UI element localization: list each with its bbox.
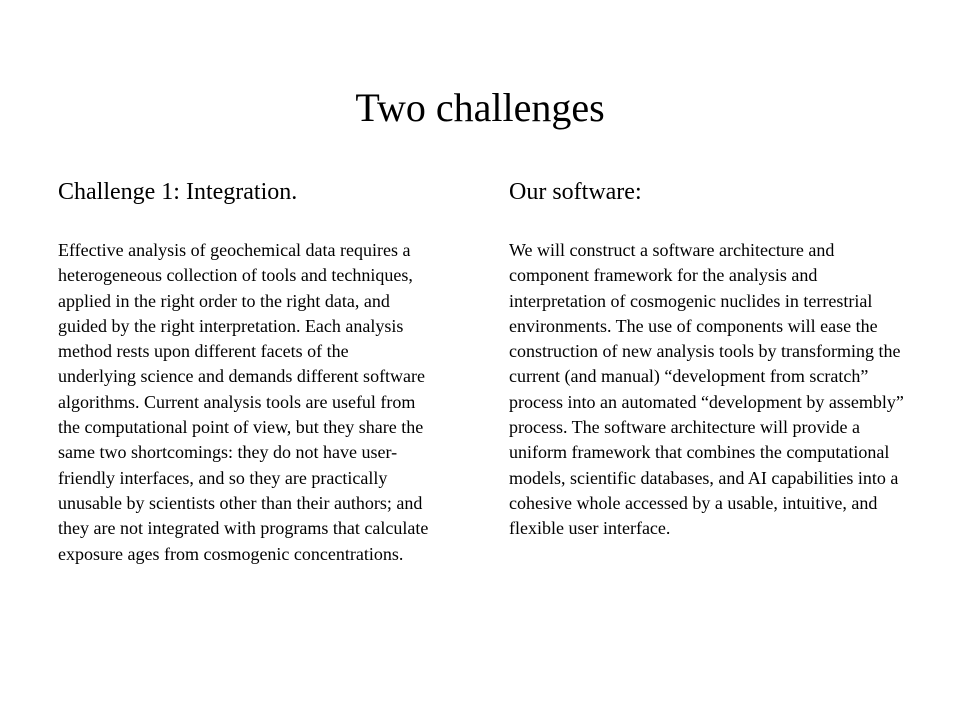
challenge-heading: Challenge 1: Integration.	[58, 179, 298, 205]
left-column	[58, 176, 430, 567]
software-heading: Our software:	[509, 179, 642, 205]
right-column	[509, 176, 904, 542]
challenge-body: Effective analysis of geochemical data requires a heterogeneous collection of tools and techniques, applied in the right order to the right data, and guided by the right interpretation. Each analysis method rests upon different facets of the underlying science and demands different software algorithms. Current analysis tools are useful from the computational point of view, but they share the same two shortcomings: they do not have user-friendly interfaces, and so they are practically unusable by scientists other than their authors; and they are not integrated with programs that calculate exposure ages from cosmogenic concentrations.	[58, 240, 429, 564]
slide-title: Two challenges	[355, 85, 605, 130]
software-body: We will construct a software architecture and component framework for the analysis and interpretation of cosmogenic nuclides in terrestrial environments. The use of components will ease the construction of new analysis tools by transforming the current (and manual) “development from scratch” process into an automated “development by assembly” process. The software architecture will provide a uniform framework that combines the computational models, scientific databases, and AI capabilities into a cohesive whole accessed by a usable, intuitive, and flexible user interface.	[509, 240, 904, 539]
